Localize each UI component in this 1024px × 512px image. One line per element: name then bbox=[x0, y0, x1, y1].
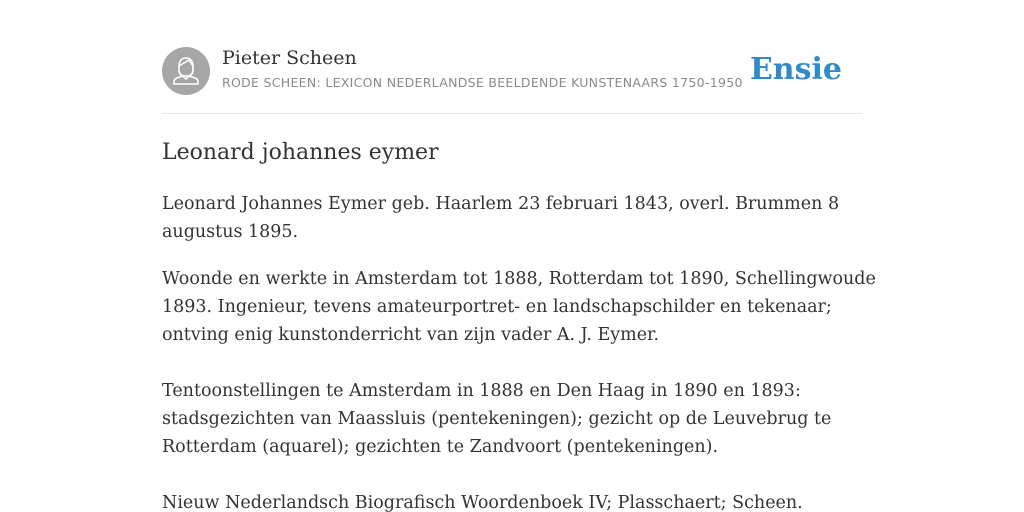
paragraph-biography bbox=[162, 190, 862, 246]
author-name[interactable]: Pieter Scheen bbox=[222, 47, 357, 69]
paragraph-exhibitions bbox=[162, 377, 862, 461]
text-line: Leonard Johannes Eymer geb. Haarlem 23 februari 1843, overl. Brummen 8 bbox=[162, 194, 840, 214]
paragraph-career bbox=[162, 265, 876, 349]
author-avatar[interactable] bbox=[162, 47, 210, 95]
text-line: ontving enig kunstonderricht van zijn vader A. J. Eymer. bbox=[162, 325, 660, 345]
article-body bbox=[162, 190, 876, 512]
text-line: Woonde en werkte in Amsterdam tot 1888, Rotterdam tot 1890, Schellingwoude bbox=[162, 269, 876, 289]
source-title[interactable]: RODE SCHEEN: LEXICON NEDERLANDSE BEELDENDE KUNSTENAARS 1750-1950 bbox=[222, 75, 743, 90]
article-title: Leonard johannes eymer bbox=[162, 140, 439, 165]
text-line: stadsgezichten van Maassluis (pentekeningen); gezicht op de Leuvebrug te bbox=[162, 409, 832, 429]
paragraph-references bbox=[162, 489, 862, 512]
text-line: 1893. Ingenieur, tevens amateurportret- en landschapschilder en tekenaar; bbox=[162, 297, 832, 317]
text-line: Rotterdam (aquarel); gezichten te Zandvoort (pentekeningen). bbox=[162, 437, 719, 457]
text-line: Tentoonstellingen te Amsterdam in 1888 en Den Haag in 1890 en 1893: bbox=[162, 381, 801, 401]
ensie-logo[interactable]: Ensie bbox=[749, 52, 842, 87]
article-header bbox=[162, 47, 862, 113]
text-line: Nieuw Nederlandsch Biografisch Woordenboek IV; Plasschaert; Scheen. bbox=[162, 493, 803, 512]
header-divider bbox=[162, 113, 862, 114]
text-line: augustus 1895. bbox=[162, 222, 299, 242]
user-avatar-icon bbox=[162, 47, 210, 95]
